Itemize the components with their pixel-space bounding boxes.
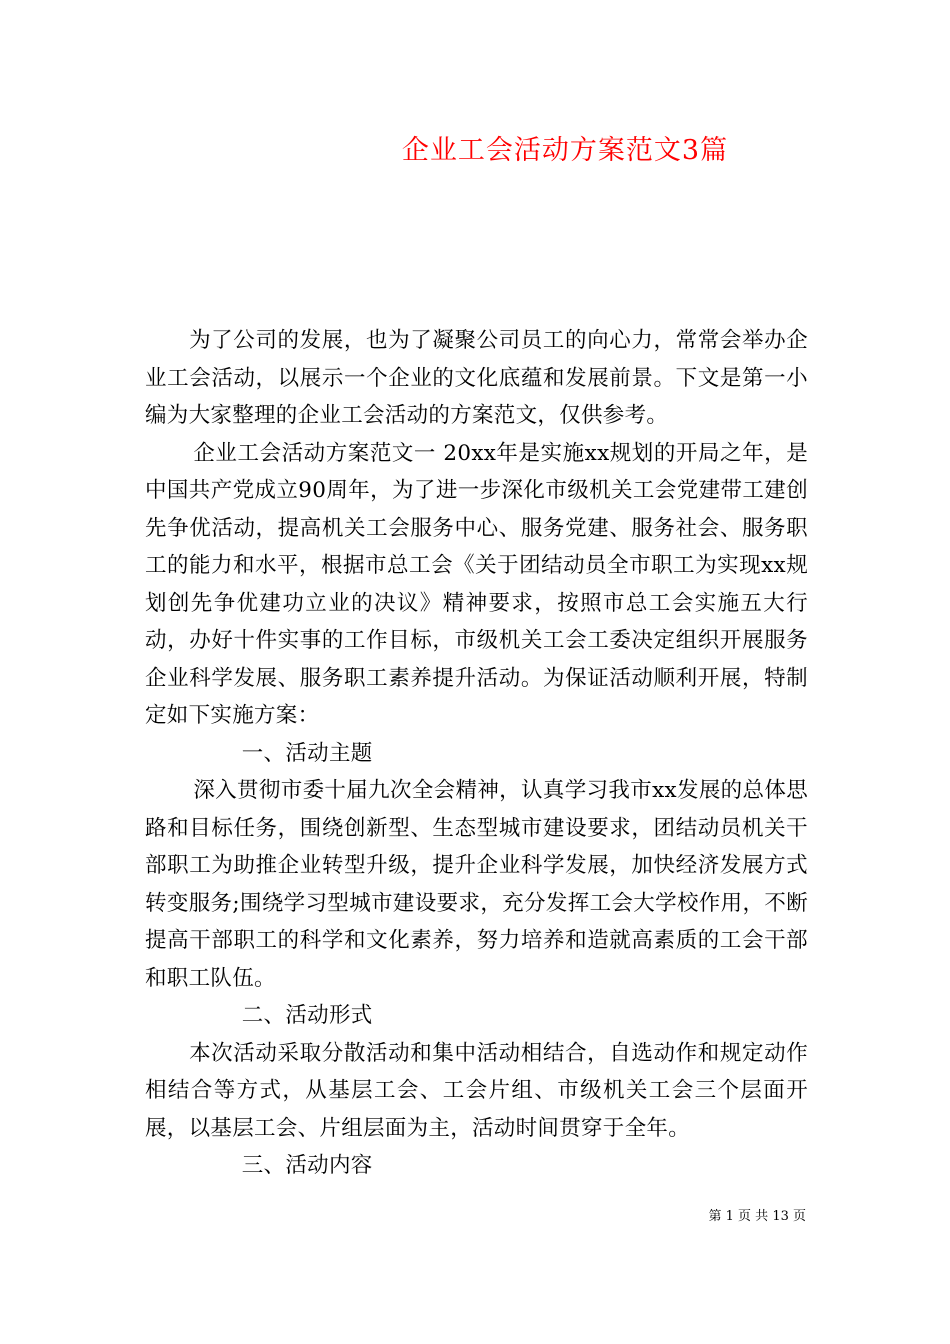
- document-body: [145, 322, 808, 1185]
- section-heading-format: 二、活动形式: [241, 1003, 373, 1028]
- intro-paragraph: 为了公司的发展，也为了凝聚公司员工的向心力，常常会举办企业工会活动，以展示一个企业的文化底蕴和发展前景。下文是第一小编为大家整理的企业工会活动的方案范文，仅供参考。: [145, 328, 808, 428]
- section-heading-content: 三、活动内容: [241, 1153, 373, 1178]
- document-title: 企业工会活动方案范文3篇: [401, 135, 729, 166]
- plan-one-paragraph: 企业工会活动方案范文一 20xx年是实施xx规划的开局之年，是中国共产党成立90周年，为了进一步深化市级机关工会党建带工建创先争优活动，提高机关工会服务中心、服务党建、服务社会、服务职工的能力和水平，根据市总工会《关于团结动员全市职工为实现xx规划创先争优建功立业的决议》精神要求，按照市总工会实施五大行动，办好十件实事的工作目标，市级机关工会工委决定组织开展服务企业科学发展、服务职工素养提升活动。为保证活动顺利开展，特制定如下实施方案：: [145, 440, 808, 728]
- page-number-footer: 第 1 页 共 13 页: [708, 1209, 806, 1224]
- format-paragraph: 本次活动采取分散活动和集中活动相结合，自选动作和规定动作相结合等方式，从基层工会、工会片组、市级机关工会三个层面开展，以基层工会、片组层面为主，活动时间贯穿于全年。: [145, 1040, 808, 1141]
- section-heading-theme: 一、活动主题: [241, 740, 373, 766]
- theme-paragraph: 深入贯彻市委十届九次全会精神，认真学习我市xx发展的总体思路和目标任务，围绕创新型、生态型城市建设要求，团结动员机关干部职工为助推企业转型升级，提升企业科学发展，加快经济发展方式转变服务;围绕学习型城市建设要求，充分发挥工会大学校作用，不断提高干部职工的科学和文化素养，努力培养和造就高素质的工会干部和职工队伍。: [145, 778, 808, 991]
